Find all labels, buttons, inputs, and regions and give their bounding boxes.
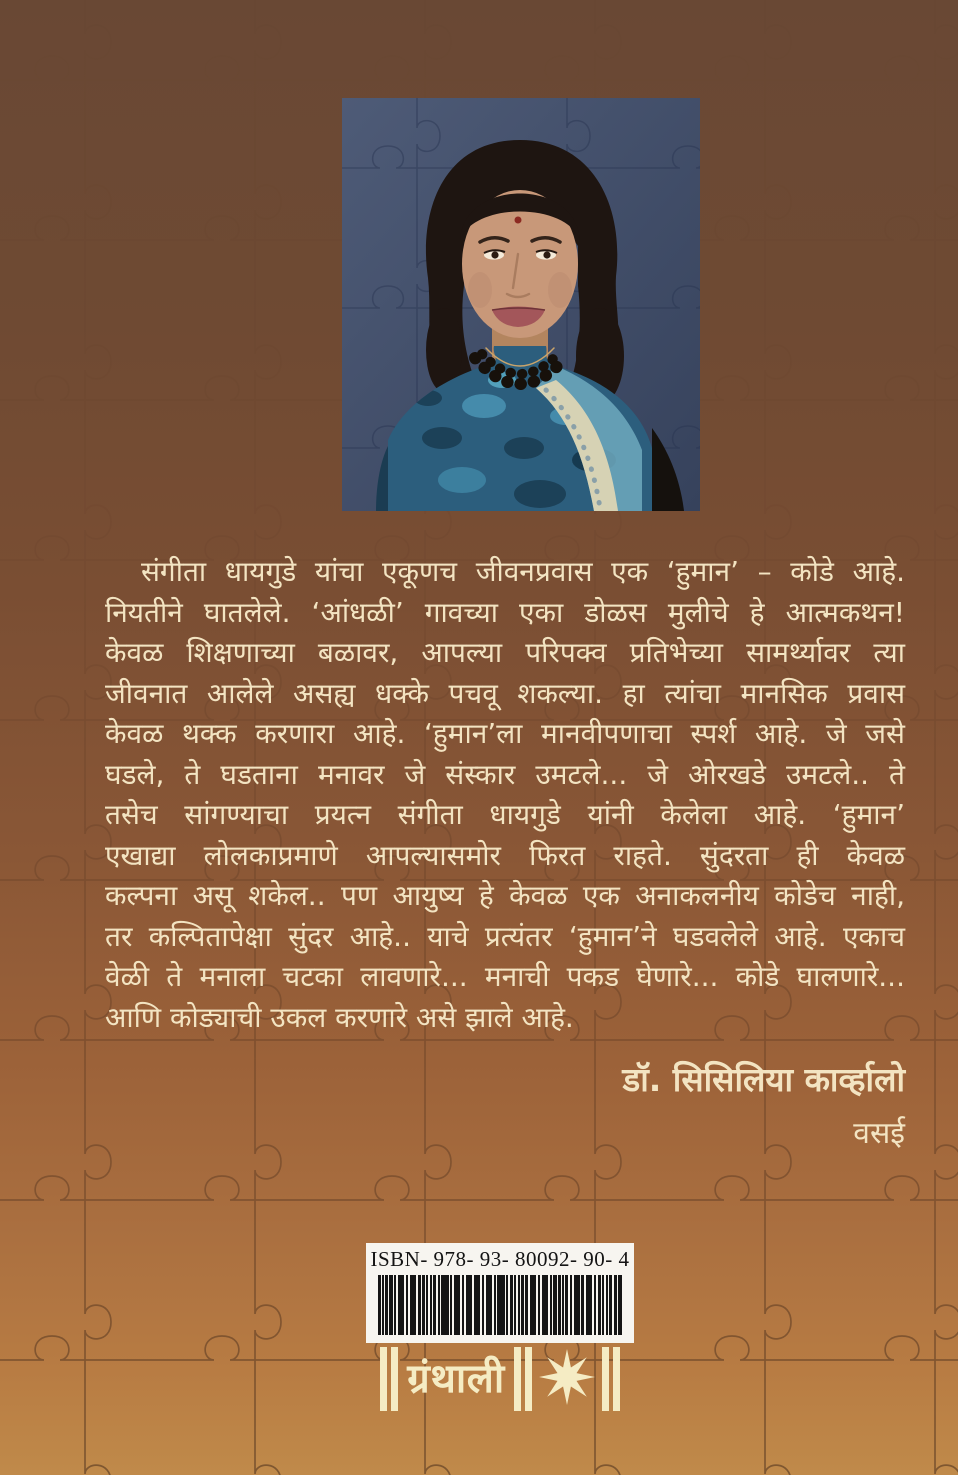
- review-text-block: [105, 552, 905, 1152]
- publisher-name: ग्रंथाली: [407, 1356, 505, 1402]
- review-line: घडले, ते घडताना मनावर जे संस्कार उमटले... जे ओरखडे उमटले.. ते: [105, 757, 905, 791]
- review-line: तर कल्पितापेक्षा सुंदर आहे.. याचे प्रत्यंतर ‘हुमान’ने घडवलेले आहे. एकाच: [105, 919, 905, 953]
- author-photo: [342, 98, 700, 511]
- review-line: जीवनात आलेले असह्य धक्के पचवू शकल्या. हा त्यांचा मानसिक प्रवास: [105, 676, 905, 710]
- review-line: केवळ शिक्षणाच्या बळावर, आपल्या परिपक्व प्रतिभेच्या सामर्थ्यावर त्या: [105, 636, 905, 669]
- barcode: [378, 1275, 622, 1335]
- review-line: केवळ थक्क करणारा आहे. ‘हुमान’ला मानवीपणाचा स्पर्श आहे. जे जसे: [105, 717, 905, 750]
- reviewer-place: वसई: [853, 1116, 905, 1151]
- isbn-barcode-label: [366, 1243, 634, 1343]
- double-vertical-bar-icon: [602, 1347, 620, 1411]
- review-line: संगीता धायगुडे यांचा एकूणच जीवनप्रवास एक ‘हुमान’ – कोडे आहे.: [141, 555, 905, 588]
- isbn-number: ISBN- 978- 93- 80092- 90- 4: [370, 1247, 630, 1271]
- double-vertical-bar-icon: [380, 1347, 398, 1411]
- author-portrait-illustration: [342, 98, 700, 511]
- double-vertical-bar-icon: [514, 1347, 532, 1411]
- publisher-logo: [358, 1347, 642, 1411]
- review-line: एखाद्या लोलकाप्रमाणे आपल्यासमोर फिरत राहते. सुंदरता ही केवळ: [105, 838, 905, 872]
- review-line: तसेच सांगण्याचा प्रयत्न संगीता धायगुडे यांनी केलेला आहे. ‘हुमान’: [105, 798, 905, 831]
- review-line: आणि कोड्याची उकल करणारे असे झाले आहे.: [105, 1000, 574, 1034]
- review-line: नियतीने घातलेले. ‘आंधळी’ गावच्या एका डोळस मुलीचे हे आत्मकथन!: [105, 595, 905, 629]
- review-line: वेळी ते मनाला चटका लावणारे... मनाची पकड घेणारे... कोडे घालणारे...: [105, 960, 905, 993]
- reviewer-signature: डॉ. सिसिलिया कार्व्हालो: [622, 1060, 905, 1099]
- review-line: कल्पना असू शकेल.. पण आयुष्य हे केवळ एक अनाकलनीय कोडेच नाही,: [105, 879, 905, 912]
- eight-point-star-icon: [539, 1347, 595, 1411]
- bindi: [515, 217, 522, 224]
